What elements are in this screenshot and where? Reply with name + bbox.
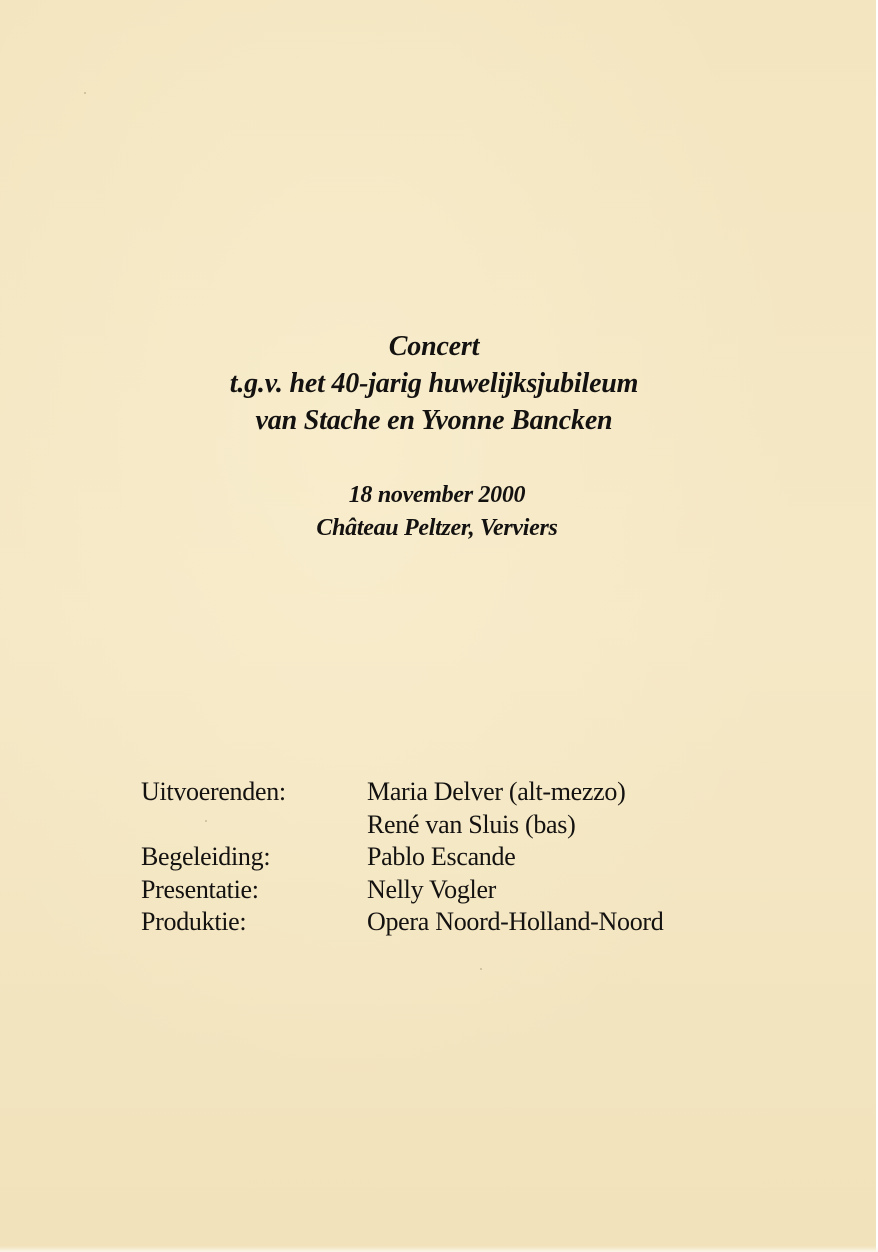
title-block	[0, 328, 868, 439]
credit-value: Maria Delver (alt-mezzo)	[367, 777, 626, 806]
paper-speck	[480, 968, 482, 970]
event-location: Château Peltzer, Verviers	[316, 515, 558, 541]
credit-label: Uitvoerenden:	[141, 777, 286, 806]
page-edge	[0, 1246, 878, 1252]
credit-label: Presentatie:	[141, 874, 259, 904]
title-couple: van Stache en Yvonne Bancken	[255, 405, 613, 436]
paper-speck	[84, 92, 86, 94]
credit-label: Produktie:	[141, 907, 247, 936]
paper-speck	[205, 820, 207, 822]
event-date: 18 november 2000	[348, 482, 526, 508]
credit-value: René van Sluis (bas)	[367, 809, 576, 839]
title-concert: Concert	[388, 331, 480, 362]
credit-value: Opera Noord-Holland-Noord	[367, 907, 664, 936]
title-occasion: t.g.v. het 40-jarig huwelijksjubileum	[229, 368, 639, 399]
credit-value: Pablo Escande	[367, 842, 516, 871]
event-details	[0, 479, 874, 545]
credit-value: Nelly Vogler	[367, 874, 497, 904]
credit-label: Begeleiding:	[141, 842, 271, 871]
